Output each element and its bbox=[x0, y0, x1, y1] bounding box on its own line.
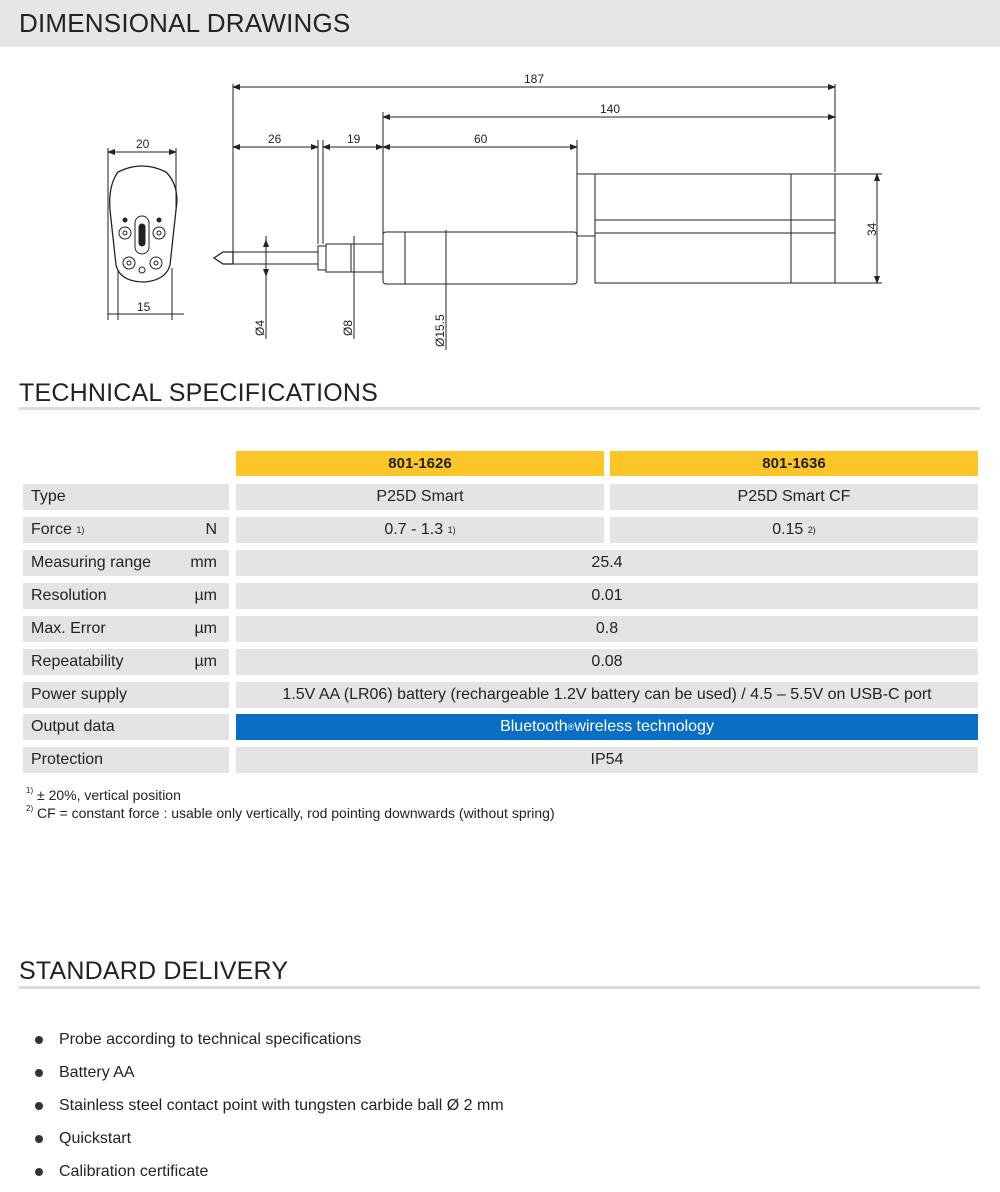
dim-width-top: 20 bbox=[136, 137, 150, 151]
dim-neck-length: 19 bbox=[347, 132, 361, 146]
dimensional-drawing bbox=[0, 47, 1000, 367]
section-title-drawings: DIMENSIONAL DRAWINGS bbox=[19, 8, 351, 38]
dim-height: 34 bbox=[865, 222, 879, 236]
side-view bbox=[214, 84, 882, 350]
bullet-icon bbox=[35, 1069, 43, 1077]
bullet-icon bbox=[35, 1036, 43, 1044]
section-header-drawings bbox=[0, 0, 1000, 47]
dim-width-bottom: 15 bbox=[137, 300, 151, 314]
spec-unit-force: N bbox=[205, 521, 217, 538]
dim-dia-sleeve: Ø15.5 bbox=[433, 314, 447, 347]
spec-value-power: 1.5V AA (LR06) battery (rechargeable 1.2V battery can be used) / 4.5 – 5.5V on USB-C port bbox=[236, 682, 978, 708]
dim-body-length: 140 bbox=[600, 102, 621, 116]
spec-value-type-2: P25D Smart CF bbox=[610, 484, 978, 510]
spec-value-type-1: P25D Smart bbox=[236, 484, 604, 510]
footnote-2: $^{2)}$ CF = constant force : usable only vertically, rod pointing downwards (without spring) bbox=[26, 804, 555, 821]
spec-label-error: Max. Error µm bbox=[23, 616, 229, 642]
spec-value-protection: IP54 bbox=[236, 747, 978, 773]
model-header-1: 801-1626 bbox=[236, 451, 604, 476]
spec-label-output: Output data bbox=[23, 714, 229, 740]
dim-dia-neck: Ø8 bbox=[341, 319, 355, 336]
spec-value-resolution: 0.01 bbox=[236, 583, 978, 609]
spec-unit-range: mm bbox=[190, 554, 217, 571]
spec-value-force-2: 0.15 2) bbox=[610, 517, 978, 543]
delivery-item: Probe according to technical specifications bbox=[35, 1031, 361, 1049]
bullet-icon bbox=[35, 1102, 43, 1110]
delivery-item: Battery AA bbox=[35, 1064, 135, 1082]
section-rule bbox=[19, 986, 980, 989]
spec-value-error: 0.8 bbox=[236, 616, 978, 642]
dim-total-length: 187 bbox=[524, 72, 545, 86]
dim-dia-rod: Ø4 bbox=[253, 319, 267, 336]
spec-label-type: Type bbox=[23, 484, 229, 510]
spec-value-output: Bluetooth ® wireless technology bbox=[236, 714, 978, 740]
bullet-icon bbox=[35, 1135, 43, 1143]
spec-value-range: 25.4 bbox=[236, 550, 978, 576]
spec-label-force: Force 1) N bbox=[23, 517, 229, 543]
spec-label-power: Power supply bbox=[23, 682, 229, 708]
section-title-delivery: STANDARD DELIVERY bbox=[19, 957, 289, 985]
section-title-specs: TECHNICAL SPECIFICATIONS bbox=[19, 379, 379, 407]
spec-unit-error: µm bbox=[194, 620, 217, 637]
spec-label-resolution: Resolution µm bbox=[23, 583, 229, 609]
spec-unit-resolution: µm bbox=[194, 587, 217, 604]
spec-value-repeatability: 0.08 bbox=[236, 649, 978, 675]
spec-label-range: Measuring range mm bbox=[23, 550, 229, 576]
dim-sleeve-length: 60 bbox=[474, 132, 488, 146]
front-view bbox=[108, 148, 184, 320]
spec-label-repeatability: Repeatability µm bbox=[23, 649, 229, 675]
dim-rod-length: 26 bbox=[268, 132, 282, 146]
spec-value-force-1: 0.7 - 1.3 1) bbox=[236, 517, 604, 543]
section-rule bbox=[19, 407, 980, 410]
delivery-item: Calibration certificate bbox=[35, 1163, 208, 1181]
delivery-item: Stainless steel contact point with tungsten carbide ball Ø 2 mm bbox=[35, 1097, 504, 1115]
footnote-1: $^{1)}$ ± 20%, vertical position bbox=[26, 786, 181, 803]
bullet-icon bbox=[35, 1168, 43, 1176]
model-header-2: 801-1636 bbox=[610, 451, 978, 476]
spec-unit-repeatability: µm bbox=[194, 653, 217, 670]
delivery-item: Quickstart bbox=[35, 1130, 131, 1148]
spec-label-protection: Protection bbox=[23, 747, 229, 773]
